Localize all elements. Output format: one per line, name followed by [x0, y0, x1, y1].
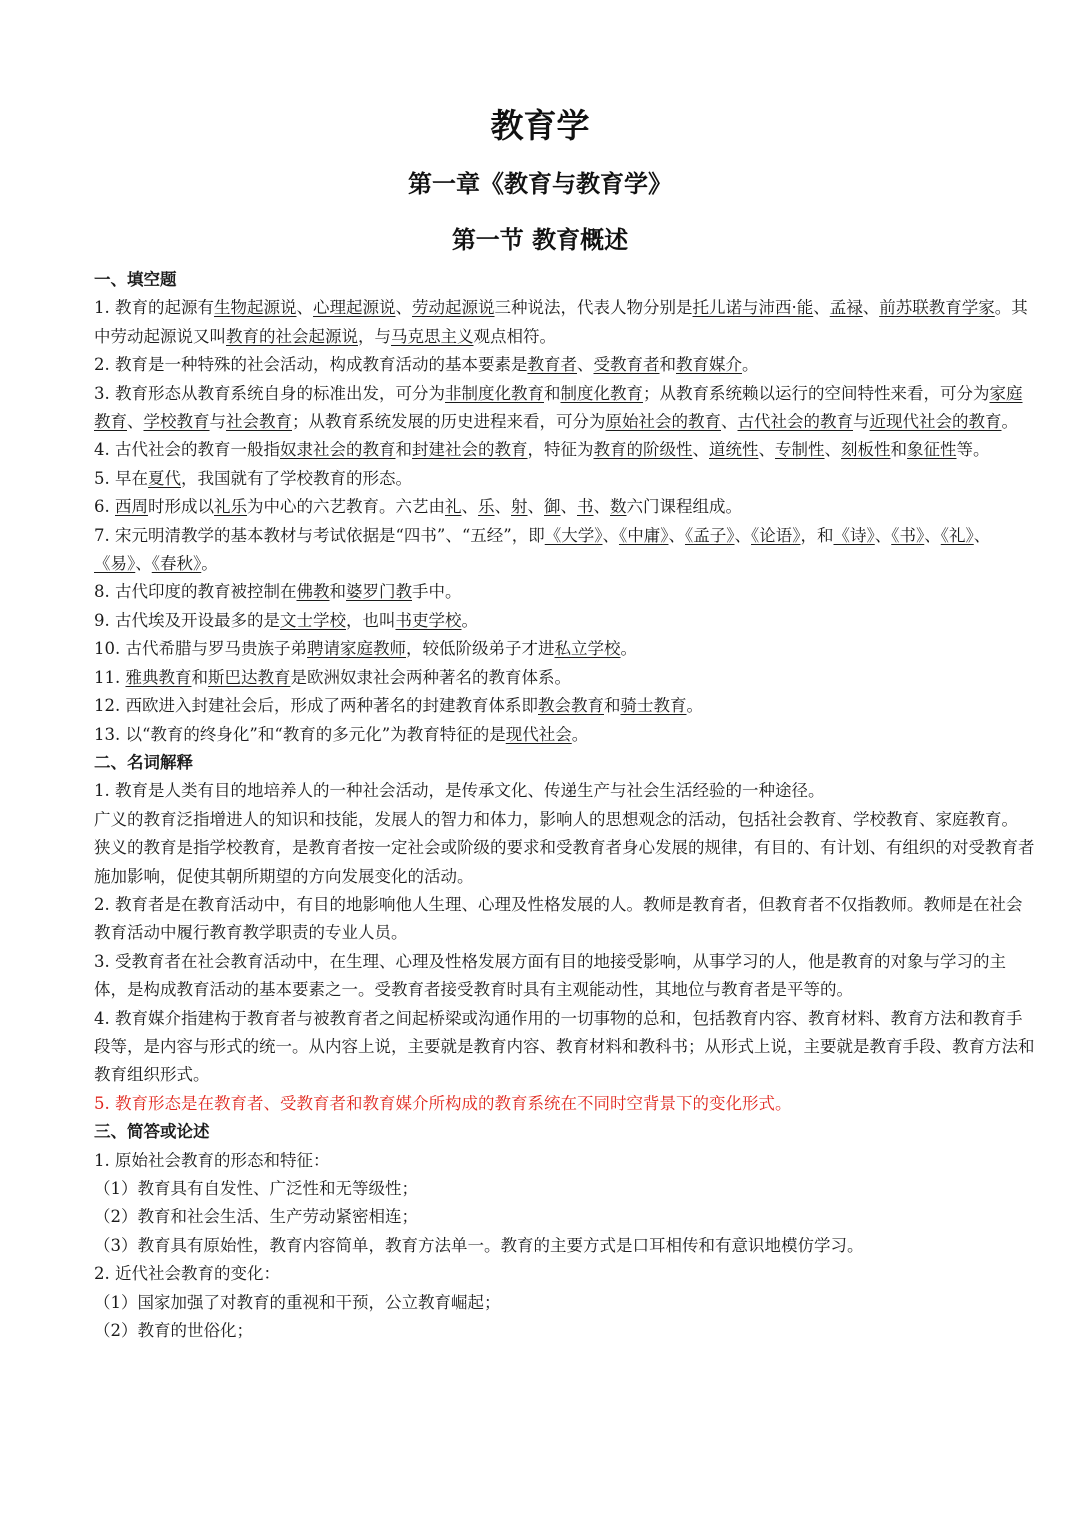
- answer: 封建社会的教育: [412, 440, 528, 460]
- answer: 心理起源说: [313, 298, 396, 318]
- answer: 佛教: [296, 582, 330, 602]
- answer: 射: [511, 497, 528, 517]
- heading-short-answer: 三、简答或论述: [94, 1122, 210, 1142]
- term-paragraph: 2. 教育者是在教育活动中，有目的地影响他人生理、心理及性格发展的人。教师是教育者，但教育者不仅指教师。教师是在社会教育活动中履行教育教学职责的专业人员。: [94, 894, 1023, 943]
- heading-fill-in-blank: 一、填空题: [94, 270, 177, 289]
- answer: 社会教育: [226, 412, 292, 432]
- answer: 学校教育: [143, 412, 210, 432]
- answer: 刻板性: [841, 440, 891, 460]
- fill-question-3: 3. 教育形态从教育系统自身的标准出发，可分为非制度化教育和制度化教育；从教育系统赖以运行的空间特性来看，可分为家庭教育、学校教育与社会教育；从教育系统发展的历史进程来看，可分为原始社会的教育、古代社会的教育与近现代社会的教育。: [94, 383, 1023, 432]
- answer: 受教育者: [593, 355, 660, 375]
- answer: 雅典教育: [125, 667, 192, 687]
- answer: 《中庸》: [618, 525, 669, 545]
- answer: 御: [544, 497, 561, 517]
- answer: 书吏学校: [395, 610, 462, 630]
- fill-question-12: 12. 西欧进入封建社会后，形成了两种著名的封建教育体系即教会教育和骑士教育。: [94, 696, 703, 716]
- answer: 《诗》: [833, 525, 875, 545]
- essay-point: （2）教育的世俗化；: [94, 1321, 253, 1341]
- fill-question-4: 4. 古代社会的教育一般指奴隶社会的教育和封建社会的教育，特征为教育的阶级性、道统性、专制性、刻板性和象征性等。: [94, 440, 990, 460]
- document-title: 教育学: [490, 106, 590, 145]
- answer: 孟禄: [829, 298, 863, 318]
- answer: 象征性: [907, 440, 957, 460]
- answer: 非制度化教育: [445, 383, 544, 403]
- answer: 古代社会的教育: [737, 412, 853, 432]
- answer: 马克思主义: [391, 326, 474, 346]
- answer: 托儿诺与沛西·能: [692, 298, 814, 318]
- essay-point: （1）教育具有自发性、广泛性和无等级性；: [94, 1179, 418, 1198]
- fill-question-1: 1. 教育的起源有生物起源说、心理起源说、劳动起源说三种说法，代表人物分别是托儿诺与沛西·能、孟禄、前苏联教育学家。其中劳动起源说又叫教育的社会起源说，与马克思主义观点相符。: [94, 298, 1028, 346]
- answer: 《书》: [891, 525, 925, 545]
- essay-question: 1. 原始社会教育的形态和特征：: [94, 1150, 330, 1170]
- answer: 教育者: [527, 355, 577, 375]
- essay-point: （2）教育和社会生活、生产劳动紧密相连；: [94, 1207, 418, 1227]
- fill-question-5: 5. 早在夏代，我国就有了学校教育的形态。: [94, 468, 412, 488]
- document-body: [94, 266, 1038, 1345]
- answer: 斯巴达教育: [208, 667, 291, 687]
- answer: 教育媒介: [676, 355, 742, 375]
- answer: 西周: [115, 497, 148, 517]
- answer: 《孟子》: [684, 525, 735, 545]
- term-paragraph: 1. 教育是人类有目的地培养人的一种社会活动，是传承文化、传递生产与社会生活经验的一种途径。: [94, 781, 825, 801]
- answer: 骑士教育: [620, 696, 687, 716]
- answer: 《春秋》: [151, 554, 202, 574]
- answer: 奴隶社会的教育: [280, 440, 396, 460]
- fill-question-11: 11. 雅典教育和斯巴达教育是欧洲奴隶社会两种著名的教育体系。: [94, 667, 571, 687]
- answer: 现代社会: [505, 724, 572, 744]
- answer: 《易》: [94, 554, 136, 574]
- fill-question-2: 2. 教育是一种特殊的社会活动，构成教育活动的基本要素是教育者、受教育者和教育媒介。: [94, 355, 759, 375]
- answer: 文士学校: [280, 610, 346, 630]
- answer: 书: [577, 497, 594, 517]
- term-paragraph-highlighted: 5. 教育形态是在教育者、受教育者和教育媒介所构成的教育系统在不同时空背景下的变化形式。: [94, 1093, 792, 1113]
- answer: 乐: [478, 497, 495, 517]
- answer: 聘请家庭教师: [307, 639, 406, 659]
- fill-question-6: 6. 西周时形成以礼乐为中心的六艺教育。六艺由礼、乐、射、御、书、数六门课程组成。: [94, 497, 742, 517]
- answer: 数: [610, 497, 627, 517]
- answer: 礼乐: [214, 497, 247, 517]
- section-title: 第一节 教育概述: [451, 226, 629, 254]
- fill-question-8: 8. 古代印度的教育被控制在佛教和婆罗门教手中。: [94, 582, 462, 602]
- answer: 《礼》: [940, 525, 974, 545]
- answer: 家庭教育: [94, 383, 1023, 432]
- answer: 私立学校: [554, 639, 621, 659]
- answer: 近现代社会的教育: [869, 412, 1002, 432]
- term-paragraph: 4. 教育媒介指建构于教育者与被教育者之间起桥梁或沟通作用的一切事物的总和，包括教育内容、教育材料、教育方法和教育手段等，是内容与形式的统一。从内容上说，主要就是教育内容、教育材料和教科书；从形式上说，主要就是教育手段、教育方法和教育组织形式。: [94, 1008, 1035, 1085]
- answer: 专制性: [775, 440, 825, 460]
- answer: 前苏联教育学家: [879, 298, 995, 318]
- answer: 生物起源说: [214, 298, 297, 318]
- answer: 教育的社会起源说: [226, 326, 358, 346]
- term-paragraph: 3. 受教育者在社会教育活动中，在生理、心理及性格发展方面有目的地接受影响，从事学习的人，他是教育的对象与学习的主体，是构成教育活动的基本要素之一。受教育者接受教育时具有主观能动性，其地位与教育者是平等的。: [94, 951, 1006, 1000]
- answer: 《论语》: [750, 525, 801, 545]
- chapter-title: 第一章《教育与教育学》: [408, 170, 672, 198]
- fill-question-7: 7. 宋元明清教学的基本教材与考试依据是“四书”、“五经”，即《大学》、《中庸》、《孟子》、《论语》，和《诗》、《书》、《礼》、《易》、《春秋》。: [94, 525, 991, 574]
- fill-question-13: 13. 以“教育的终身化”和“教育的多元化”为教育特征的是现代社会。: [94, 724, 589, 744]
- heading-term-definitions: 二、名词解释: [94, 752, 193, 772]
- answer: 道统性: [709, 440, 759, 460]
- answer: 原始社会的教育: [605, 412, 721, 432]
- answer: 夏代: [148, 468, 181, 488]
- answer: 礼: [445, 497, 462, 517]
- answer: 制度化教育: [560, 383, 643, 403]
- essay-point: （1）国家加强了对教育的重视和干预，公立教育崛起；: [94, 1292, 501, 1312]
- term-paragraph: 狭义的教育是指学校教育，是教育者按一定社会或阶级的要求和受教育者身心发展的规律，有目的、有计划、有组织的对受教育者施加影响，促使其朝所期望的方向发展变化的活动。: [94, 838, 1035, 886]
- answer: 《大学》: [544, 525, 603, 545]
- answer: 教育的阶级性: [593, 440, 693, 460]
- essay-point: （3）教育具有原始性，教育内容简单，教育方法单一。教育的主要方式是口耳相传和有意识地模仿学习。: [94, 1235, 864, 1255]
- answer: 教会教育: [538, 696, 604, 716]
- fill-question-10: 10. 古代希腊与罗马贵族子弟聘请家庭教师，较低阶级弟子才进私立学校。: [94, 639, 637, 659]
- fill-question-9: 9. 古代埃及开设最多的是文士学校，也叫书吏学校。: [94, 610, 478, 630]
- term-paragraph: 广义的教育泛指增进人的知识和技能，发展人的智力和体力，影响人的思想观念的活动，包括社会教育、学校教育、家庭教育。: [94, 809, 1018, 829]
- essay-question: 2. 近代社会教育的变化：: [94, 1264, 280, 1284]
- answer: 婆罗门教: [346, 582, 412, 602]
- answer: 劳动起源说: [412, 298, 495, 318]
